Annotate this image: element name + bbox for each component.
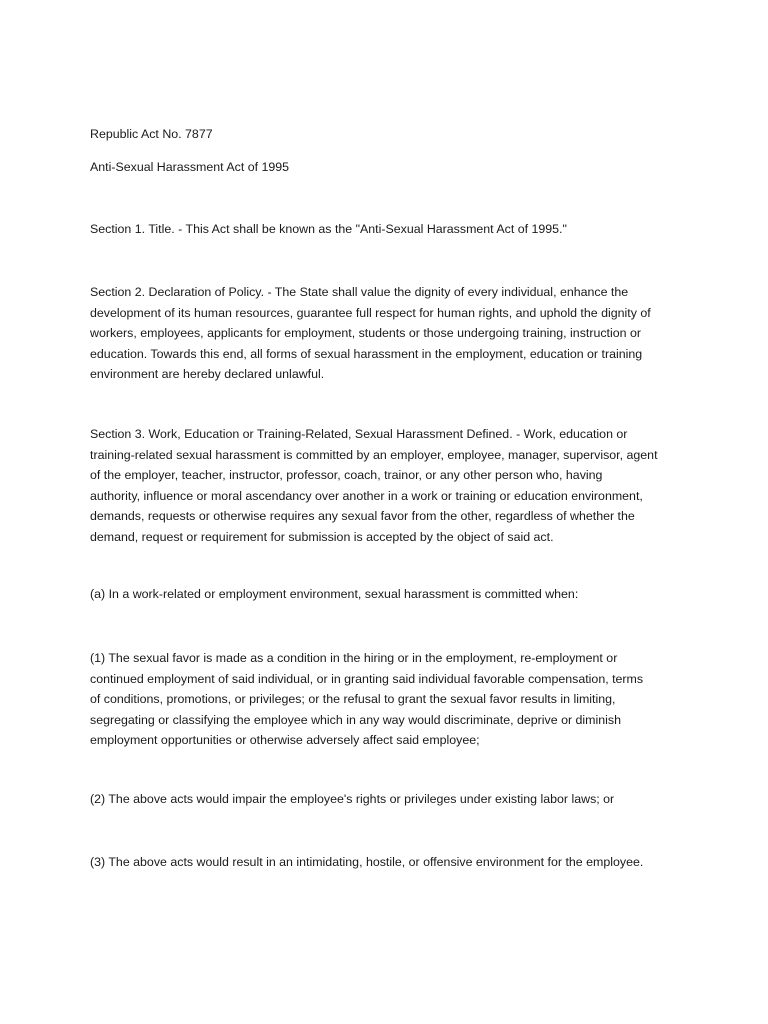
section-1 <box>90 219 680 240</box>
item-2 <box>90 789 680 810</box>
section-3-line: training-related sexual harassment is committed by an employer, employee, manager, supervisor, agent <box>90 447 658 462</box>
clause-a <box>90 584 680 605</box>
section-2-line: environment are hereby declared unlawful. <box>90 367 325 381</box>
item-1-line: (1) The sexual favor is made as a condition in the hiring or in the employment, re-employment or <box>90 651 618 665</box>
item-1-line: continued employment of said individual, or in granting said individual favorable compensation, terms <box>90 671 644 686</box>
item-1-line: segregating or classifying the employee which in any way would discriminate, deprive or diminish <box>90 712 621 727</box>
section-2-line: Section 2. Declaration of Policy. - The State shall value the dignity of every individual, enhance the <box>90 285 629 299</box>
act-number <box>90 124 680 145</box>
section-3-line: demands, requests or otherwise requires any sexual favor from the other, regardless of whether the <box>90 509 635 523</box>
act-title <box>90 157 680 178</box>
section-1-line: Section 1. Title. - This Act shall be known as the "Anti-Sexual Harassment Act of 1995." <box>90 222 567 236</box>
section-2 <box>90 282 680 385</box>
item-1 <box>90 648 680 751</box>
item-3-line: (3) The above acts would result in an intimidating, hostile, or offensive environment for the employee. <box>90 855 644 869</box>
section-3-line: Section 3. Work, Education or Training-Related, Sexual Harassment Defined. - Work, education or <box>90 427 628 441</box>
section-3-line: authority, influence or moral ascendancy over another in a work or training or education environment, <box>90 488 643 503</box>
item-3 <box>90 852 680 873</box>
section-2-line: workers, employees, applicants for employment, students or those undergoing training, instruction or <box>90 326 641 340</box>
section-2-line: development of its human resources, guarantee full respect for human rights, and uphold the dignity of <box>90 305 651 320</box>
section-3 <box>90 424 680 547</box>
section-3-line: of the employer, teacher, instructor, professor, coach, trainor, or any other person who, having <box>90 468 603 482</box>
act-title-text: Anti-Sexual Harassment Act of 1995 <box>90 160 290 174</box>
item-2-line: (2) The above acts would impair the employee's rights or privileges under existing labor laws; or <box>90 792 615 806</box>
clause-a-line: (a) In a work-related or employment environment, sexual harassment is committed when: <box>90 587 579 601</box>
section-2-line: education. Towards this end, all forms of sexual harassment in the employment, education or training <box>90 346 643 361</box>
section-3-line: demand, request or requirement for submission is accepted by the object of said act. <box>90 529 554 544</box>
act-number-text: Republic Act No. 7877 <box>90 127 213 141</box>
item-1-line: of conditions, promotions, or privileges; or the refusal to grant the sexual favor results in limiting, <box>90 692 616 706</box>
item-1-line: employment opportunities or otherwise adversely affect said employee; <box>90 733 480 747</box>
